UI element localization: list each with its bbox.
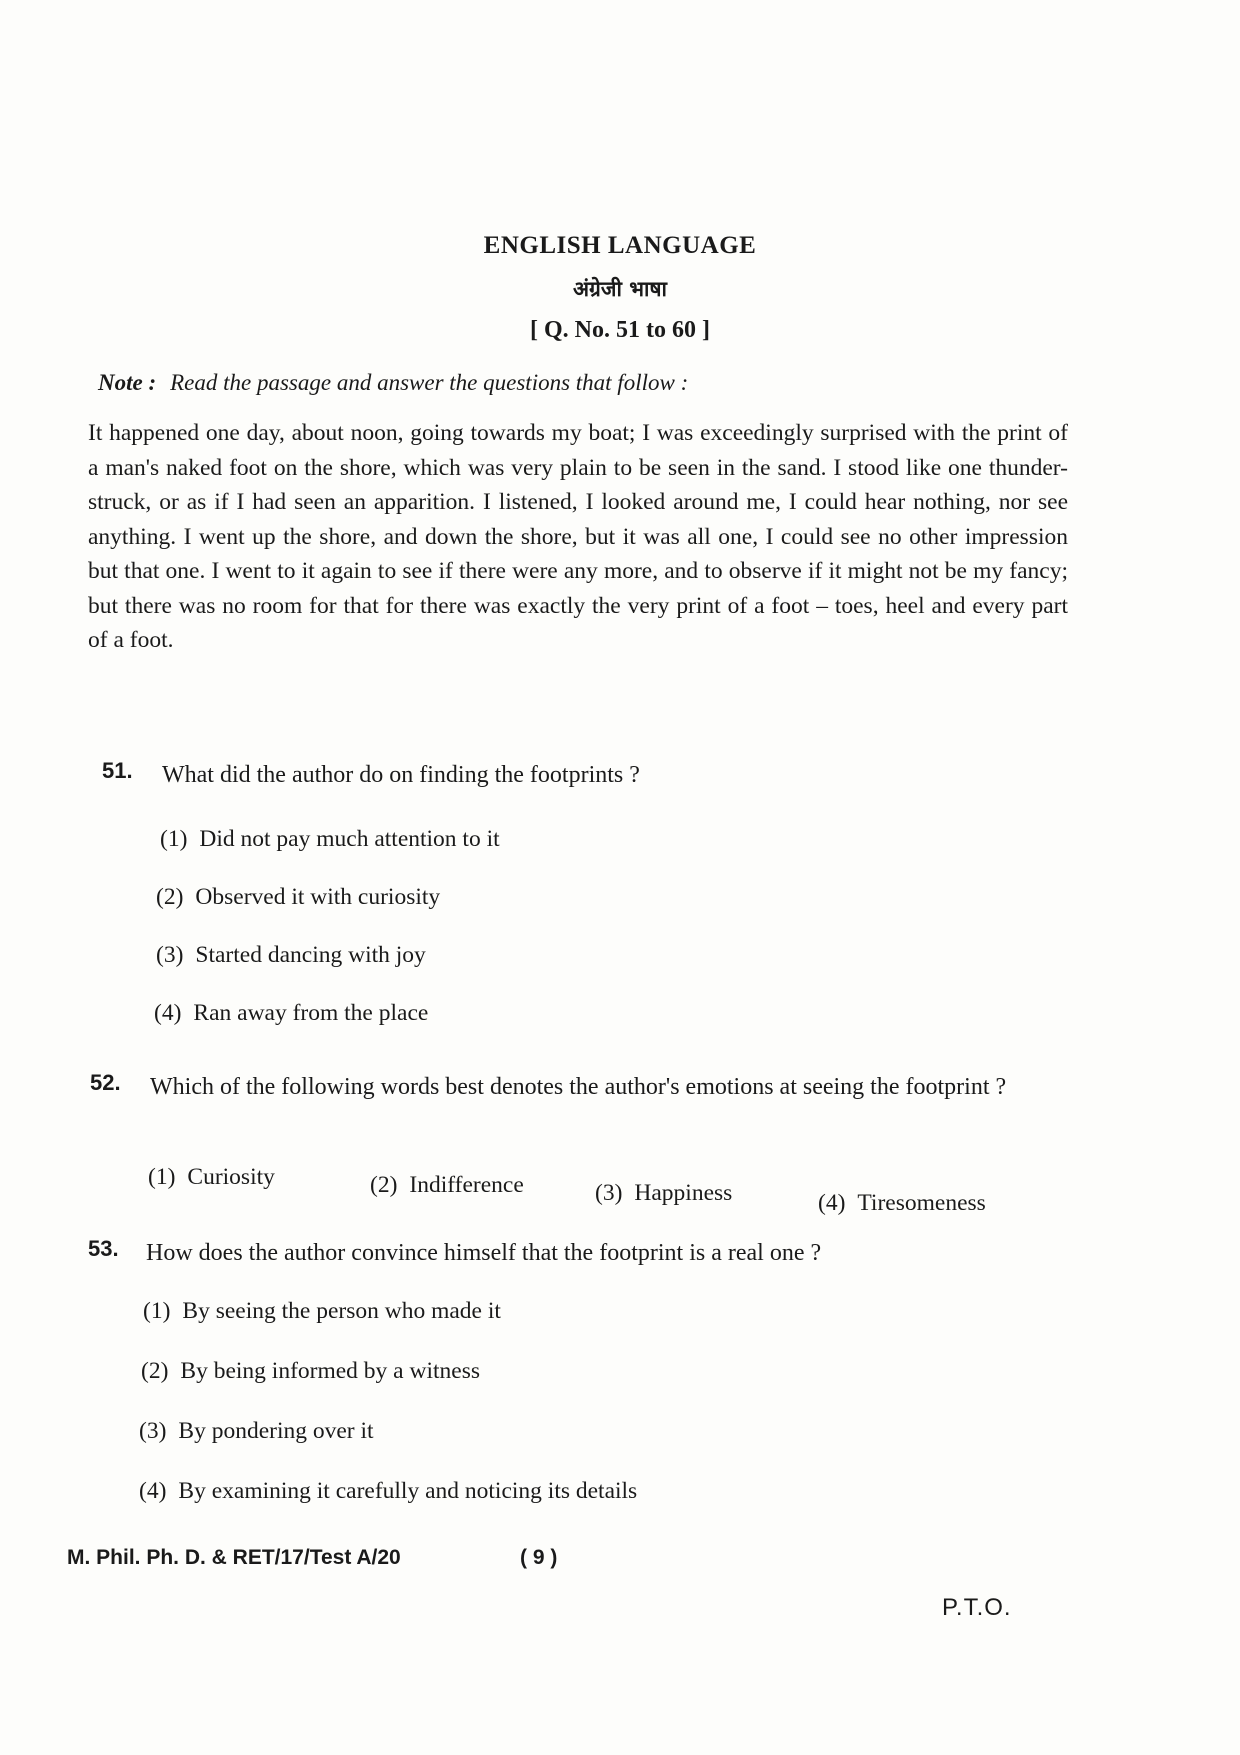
option: (2) Indifference xyxy=(370,1172,524,1198)
note-label: Note : xyxy=(98,370,157,395)
question-number: 51. xyxy=(102,758,133,783)
reading-passage: It happened one day, about noon, going towards my boat; I was exceedingly surprised with the print of a man's naked foot on the shore, which was very plain to be seen in the sand. I stood like one thunder-struck, or as if I had seen an apparition. I listened, I looked around me, I could hear nothing, nor see anything. I went up the shore, and down the shore, but it was all one, I could see no other impression but that one. I went to it again to see if there were any more, and to observe if it might not be my fancy; but there was no room for that for there was exactly the very print of a foot – toes, heel and every part of a foot. xyxy=(88,420,1068,653)
instruction-note xyxy=(98,370,688,396)
section-title-hindi: अंग्रेजी भाषा xyxy=(573,277,667,301)
option: (1) Curiosity xyxy=(148,1164,275,1190)
question-range: [ Q. No. 51 to 60 ] xyxy=(530,317,710,343)
note-text: Read the passage and answer the questions that follow : xyxy=(170,370,689,395)
please-turn-over: P.T.O. xyxy=(942,1594,1012,1621)
option: (1) Did not pay much attention to it xyxy=(160,826,500,852)
option: (4) Tiresomeness xyxy=(818,1190,986,1216)
option: (4) Ran away from the place xyxy=(154,1000,429,1026)
question-text: Which of the following words best denotes the author's emotions at seeing the footprint ? xyxy=(150,1074,1007,1100)
option: (4) By examining it carefully and noticing its details xyxy=(139,1478,638,1504)
option: (3) By pondering over it xyxy=(139,1418,374,1444)
question-text: How does the author convince himself that the footprint is a real one ? xyxy=(146,1240,822,1266)
section-title: ENGLISH LANGUAGE xyxy=(483,232,757,259)
option: (1) By seeing the person who made it xyxy=(143,1298,501,1324)
question-53 xyxy=(88,1236,1078,1276)
question-text: What did the author do on finding the footprints ? xyxy=(162,762,640,788)
option: (3) Started dancing with joy xyxy=(156,942,426,968)
option: (3) Happiness xyxy=(595,1180,733,1206)
option: (2) By being informed by a witness xyxy=(141,1358,480,1384)
question-number: 52. xyxy=(90,1070,121,1095)
page-number: ( 9 ) xyxy=(520,1546,558,1569)
test-code: M. Phil. Ph. D. & RET/17/Test A/20 xyxy=(67,1546,401,1569)
question-52 xyxy=(90,1070,1080,1150)
question-number: 53. xyxy=(88,1236,119,1261)
option: (2) Observed it with curiosity xyxy=(156,884,441,910)
